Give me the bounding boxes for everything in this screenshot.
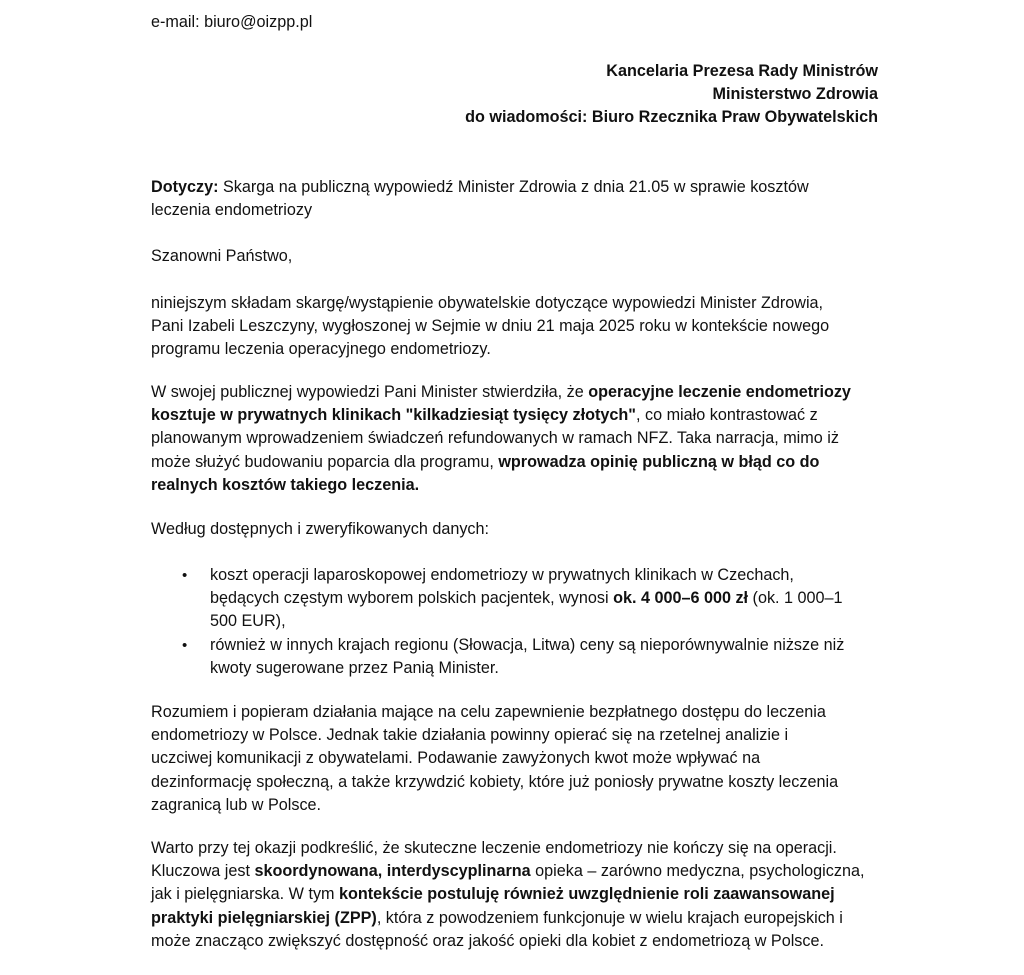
list-item-text xyxy=(210,634,844,680)
paragraph-5-line-4-text: , która z powodzeniem funkcjonuje w wielu krajach europejskich i xyxy=(376,908,843,927)
paragraph-2-line-5-bold: realnych kosztów takiego leczenia. xyxy=(151,475,420,494)
paragraph-2-line-2 xyxy=(151,404,891,427)
paragraph-5-line-3 xyxy=(151,883,891,906)
paragraph-2-line-3: planowanym wprowadzeniem świadczeń refundowanych w ramach NFZ. Taka narracja, mimo iż xyxy=(151,429,839,448)
recipient-kprm: Kancelaria Prezesa Rady Ministrów xyxy=(606,62,878,80)
email-text: e-mail: biuro@oizpp.pl xyxy=(151,13,313,31)
paragraph-4-line-3: uczciwej komunikacji z obywatelami. Podawanie zawyżonych kwot może wpływać na xyxy=(151,749,761,768)
paragraph-5-line-3-bold: kontekście postuluję również uwzględnienie roli zaawansowanej xyxy=(339,885,835,904)
paragraph-5-line-5: może znacząco zwiększyć dostępność oraz jakość opieki dla kobiet z endometriozą w Polsce. xyxy=(151,931,824,950)
paragraph-5-line-1: Warto przy tej okazji podkreślić, że skuteczne leczenie endometriozy nie kończy się na operacji. xyxy=(151,839,837,857)
paragraph-1 xyxy=(151,292,891,362)
paragraph-4-line-2: endometriozy w Polsce. Jednak takie działania powinny opierać się na rzetelnej analizie i xyxy=(151,726,789,745)
paragraph-4 xyxy=(151,701,891,817)
bullet-2-line-1: również w innych krajach regionu (Słowacja, Litwa) ceny są nieporównywalnie niższe niż xyxy=(210,636,845,654)
recipient-ministry-health: Ministerstwo Zdrowia xyxy=(712,85,878,104)
paragraph-1-line-1: niniejszym składam skargę/wystąpienie obywatelskie dotyczące wypowiedzi Minister Zdrowia, xyxy=(151,294,824,312)
paragraph-5-line-2-bold: skoordynowana, interdyscyplinarna xyxy=(254,862,531,881)
bullet-symbol: • xyxy=(182,567,188,584)
subject-block xyxy=(151,176,891,222)
paragraph-2-line-4 xyxy=(151,451,891,474)
email-line xyxy=(151,11,891,34)
paragraph-2-line-1-text: W swojej publicznej wypowiedzi Pani Minister stwierdziła, że xyxy=(151,383,589,401)
paragraph-2-line-1-bold: operacyjne leczenie endometriozy xyxy=(588,383,851,401)
paragraph-3-text: Według dostępnych i zweryfikowanych danych: xyxy=(151,520,490,538)
paragraph-5-line-2-text: Kluczowa jest xyxy=(151,862,255,881)
paragraph-4-line-4: dezinformację społeczną, a także krzywdzić kobiety, które już poniosły prywatne koszty leczenia xyxy=(151,772,839,791)
subject-line-1 xyxy=(151,176,891,199)
paragraph-5 xyxy=(151,837,891,953)
paragraph-5-line-4-bold: praktyki pielęgniarskiej (ZPP) xyxy=(151,908,377,927)
recipients-block xyxy=(465,60,878,130)
paragraph-2 xyxy=(151,381,891,497)
paragraph-2-line-2-text: , co miało kontrastować z xyxy=(635,406,818,425)
paragraph-4-line-5: zagranicą lub w Polsce. xyxy=(151,795,322,814)
paragraph-2-line-5 xyxy=(151,474,891,497)
subject-label: Dotyczy: xyxy=(151,178,219,196)
paragraph-1-line-3: programu leczenia operacyjnego endometriozy. xyxy=(151,340,491,359)
paragraph-3 xyxy=(151,518,891,541)
bullet-1-line-2-text: będących częstym wyborem polskich pacjentek, wynosi xyxy=(210,589,614,608)
paragraph-1-line-2: Pani Izabeli Leszczyny, wygłoszonej w Sejmie w dniu 21 maja 2025 roku w kontekście nowego xyxy=(151,317,830,336)
salutation xyxy=(151,245,891,268)
recipient-rpo-cc: do wiadomości: Biuro Rzecznika Praw Obywatelskich xyxy=(465,108,878,127)
paragraph-2-line-4-text: może służyć budowaniu poparcia dla programu, xyxy=(151,452,499,471)
bullet-symbol: • xyxy=(182,637,188,654)
list-item-text xyxy=(210,564,843,634)
bullet-1-price-bold: ok. 4 000–6 000 zł xyxy=(613,589,749,608)
paragraph-2-line-1 xyxy=(151,381,891,404)
paragraph-5-line-2 xyxy=(151,860,891,883)
paragraph-5-line-3-text: jak i pielęgniarska. W tym xyxy=(151,885,340,904)
bullet-1-line-3: 500 EUR), xyxy=(210,612,286,631)
paragraph-4-line-1: Rozumiem i popieram działania mające na celu zapewnienie bezpłatnego dostępu do leczenia xyxy=(151,703,826,721)
salutation-text: Szanowni Państwo, xyxy=(151,247,293,265)
paragraph-5-line-4 xyxy=(151,907,891,930)
paragraph-5-line-2-tail: opieka – zarówno medyczna, psychologiczna, xyxy=(530,862,865,881)
bullet-1-line-2-tail: (ok. 1 000–1 xyxy=(748,589,843,608)
bullet-1-line-2 xyxy=(210,587,843,610)
bullet-1-line-1: koszt operacji laparoskopowej endometriozy w prywatnych klinikach w Czechach, xyxy=(210,566,794,584)
paragraph-2-line-4-bold: wprowadza opinię publiczną w błąd co do xyxy=(498,452,820,471)
subject-text-1: Skarga na publiczną wypowiedź Minister Zdrowia z dnia 21.05 w sprawie kosztów xyxy=(218,178,809,196)
paragraph-2-line-2-bold: kosztuje w prywatnych klinikach "kilkadziesiąt tysięcy złotych" xyxy=(151,406,636,425)
bullet-2-line-2: kwoty sugerowane przez Panią Minister. xyxy=(210,659,499,678)
subject-line-2: leczenia endometriozy xyxy=(151,201,313,220)
